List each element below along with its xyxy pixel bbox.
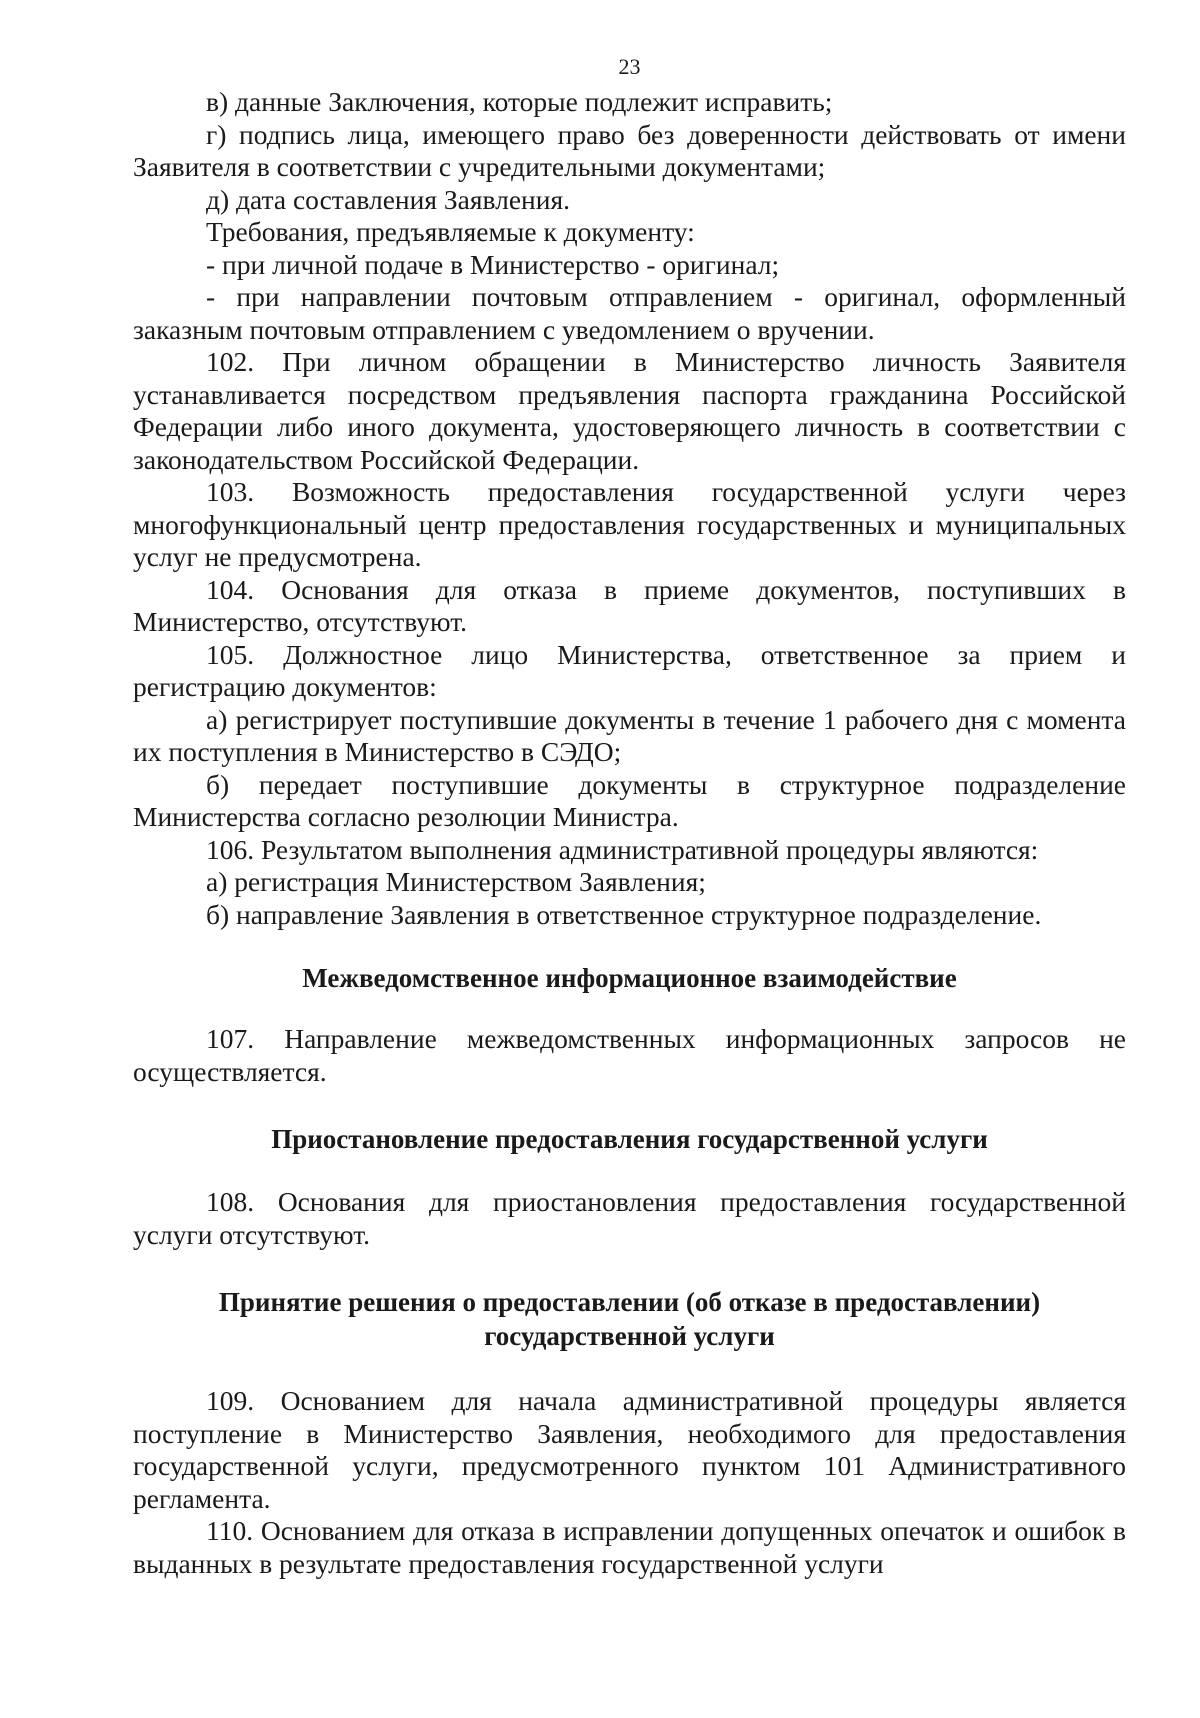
document-page bbox=[133, 48, 1126, 1580]
paragraph-postal-submission: - при направлении почтовым отправлением - оригинал, оформленный заказным почтовым отправлением с уведомлением о вручении. bbox=[133, 281, 1126, 345]
section-heading-suspension: Приостановление предоставления государственной услуги bbox=[271, 1124, 988, 1154]
paragraph-requirements: Требования, предъявляемые к документу: bbox=[206, 216, 695, 247]
paragraph-106-a: а) регистрация Министерством Заявления; bbox=[206, 866, 706, 897]
paragraph-110: 110. Основанием для отказа в исправлении допущенных опечаток и ошибок в выданных в результате предоставления государственной услуги bbox=[133, 1515, 1126, 1579]
section-heading-decision-line2: государственной услуги bbox=[484, 1321, 775, 1351]
section-heading-interagency: Межведомственное информационное взаимодействие bbox=[302, 963, 957, 993]
section-heading-decision-line1: Принятие решения о предоставлении (об отказе в предоставлении) bbox=[218, 1287, 1041, 1317]
paragraph-item-g: г) подпись лица, имеющего право без доверенности действовать от имени Заявителя в соответствии с учредительными документами; bbox=[133, 118, 1126, 182]
page-number: 23 bbox=[618, 54, 641, 79]
paragraph-personal-submission: - при личной подаче в Министерство - оригинал; bbox=[206, 248, 780, 280]
paragraph-103: 103. Возможность предоставления государственной услуги через многофункциональный центр предоставления государственных и муниципальных услуг не предусмотрена. bbox=[133, 476, 1126, 572]
paragraph-109: 109. Основанием для начала административной процедуры является поступление в Министерство Заявления, необходимого для предоставления государственной услуги, предусмотренного пунктом 101 Административного регламента. bbox=[133, 1385, 1126, 1514]
paragraph-item-v: в) данные Заключения, которые подлежит исправить; bbox=[206, 86, 833, 117]
paragraph-104: 104. Основания для отказа в приеме документов, поступивших в Министерство, отсутствуют. bbox=[133, 573, 1126, 637]
paragraph-105-b: б) передает поступившие документы в структурное подразделение Министерства согласно резолюции Министра. bbox=[133, 768, 1126, 832]
paragraph-108: 108. Основания для приостановления предоставления государственной услуги отсутствуют. bbox=[133, 1186, 1126, 1250]
paragraph-105: 105. Должностное лицо Министерства, ответственное за прием и регистрацию документов: bbox=[133, 638, 1126, 702]
section-heading-decision bbox=[133, 1285, 1126, 1353]
paragraph-106: 106. Результатом выполнения административной процедуры являются: bbox=[206, 833, 1039, 865]
paragraph-105-a: а) регистрирует поступившие документы в течение 1 рабочего дня с момента их поступления в Министерство в СЭДО; bbox=[133, 703, 1126, 767]
paragraph-102: 102. При личном обращении в Министерство личность Заявителя устанавливается посредством предъявления паспорта гражданина Российской Федерации либо иного документа, удостоверяющего личность в соответствии с законодательством Российской Федерации. bbox=[133, 346, 1126, 475]
paragraph-item-d: д) дата составления Заявления. bbox=[206, 183, 570, 215]
paragraph-107: 107. Направление межведомственных информационных запросов не осуществляется. bbox=[133, 1023, 1126, 1087]
paragraph-106-b: б) направление Заявления в ответственное структурное подразделение. bbox=[206, 898, 1042, 930]
